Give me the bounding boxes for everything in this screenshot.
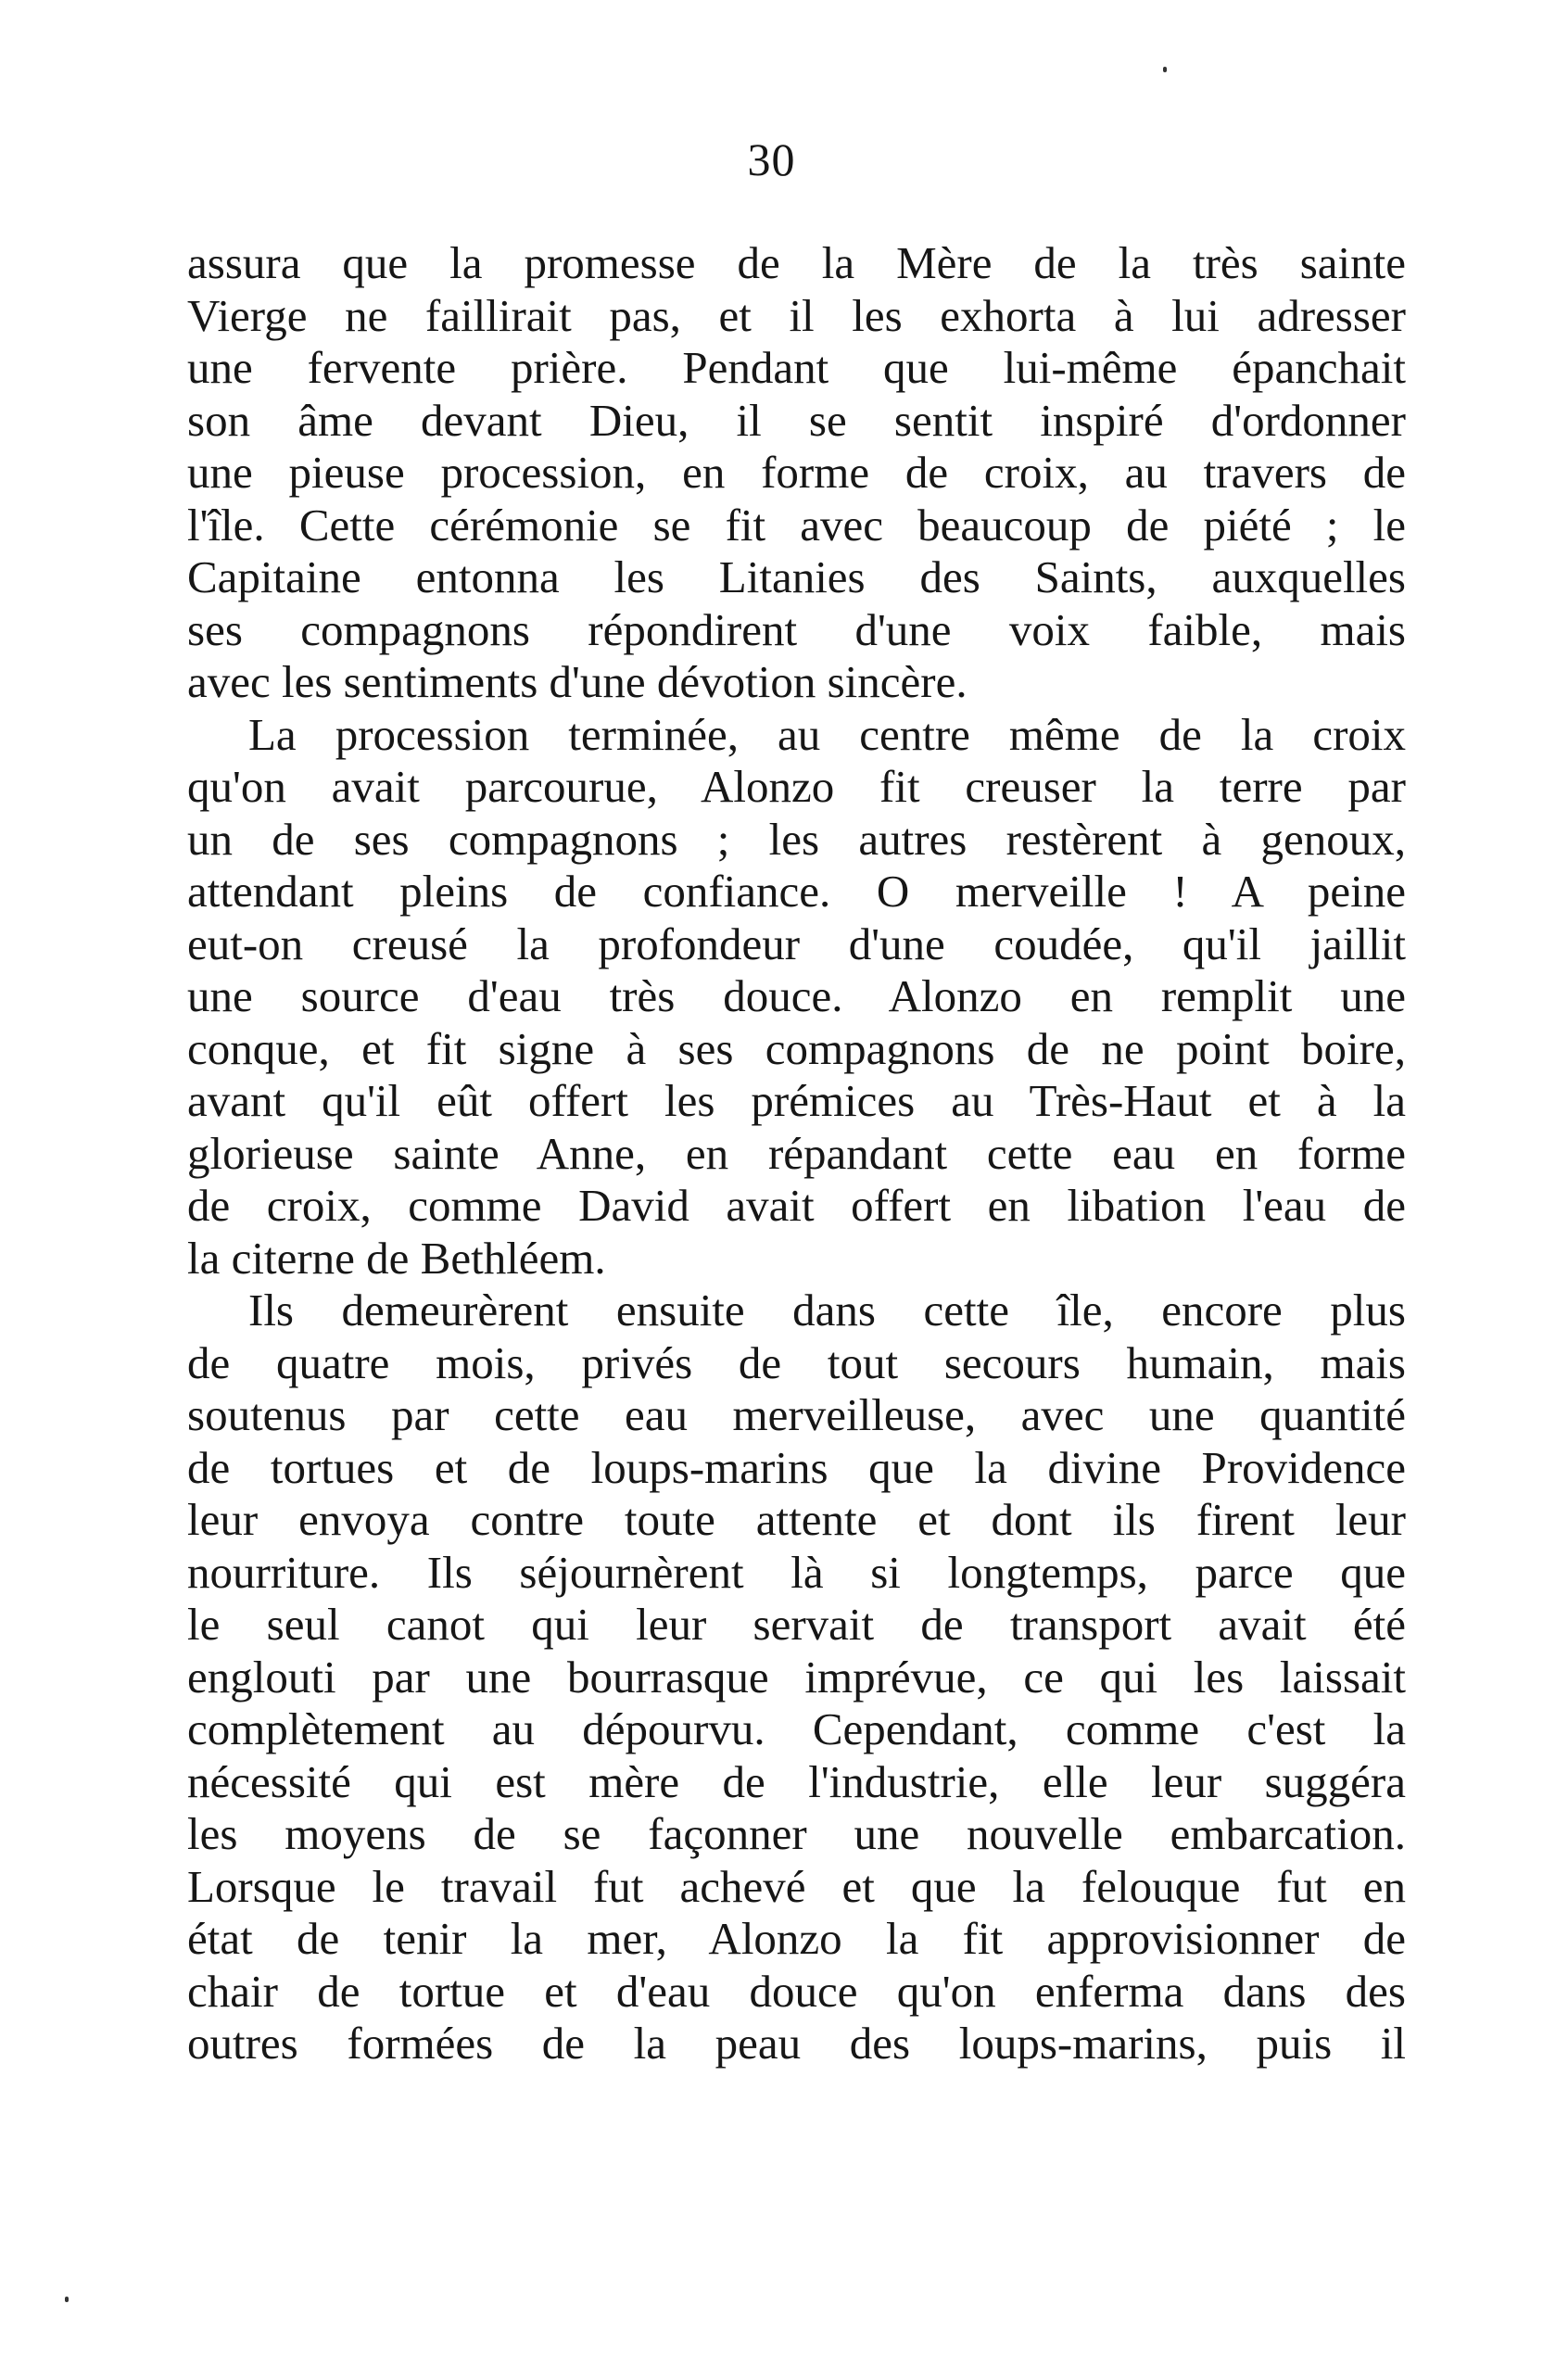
body-text — [187, 237, 1406, 2070]
text-line: Ils demeurèrent ensuite dans cette île, encore plus — [248, 1285, 1406, 1336]
text-line: le seul canot qui leur servait de transport avait été — [187, 1599, 1406, 1650]
paragraph — [187, 237, 1406, 709]
text-line: avant qu'il eût offert les prémices au Très-Haut et à la — [187, 1075, 1406, 1126]
text-line: une pieuse procession, en forme de croix, au travers de — [187, 447, 1406, 498]
text-line: leur envoya contre toute attente et dont ils firent leur — [187, 1494, 1406, 1545]
text-line: eut-on creusé la profondeur d'une coudée, qu'il jaillit — [187, 918, 1406, 969]
text-line: La procession terminée, au centre même de la croix — [248, 708, 1406, 760]
text-line: avec les sentiments d'une dévotion sincère. — [187, 656, 968, 707]
text-line: ses compagnons répondirent d'une voix faible, mais — [187, 603, 1406, 655]
text-line: une fervente prière. Pendant que lui-même épanchait — [187, 342, 1406, 393]
text-line: de quatre mois, privés de tout secours humain, mais — [187, 1336, 1406, 1388]
text-line: chair de tortue et d'eau douce qu'on enferma dans des — [187, 1965, 1406, 2017]
text-line: englouti par une bourrasque imprévue, ce qui les laissait — [187, 1651, 1406, 1703]
text-line: nécessité qui est mère de l'industrie, elle leur suggéra — [187, 1755, 1406, 1807]
paragraph — [187, 1285, 1406, 2070]
text-line: l'île. Cette cérémonie se fit avec beaucoup de piété ; le — [187, 499, 1406, 551]
text-line: de croix, comme David avait offert en libation l'eau de — [187, 1180, 1406, 1231]
text-line: de tortues et de loups-marins que la divine Providence — [187, 1441, 1406, 1493]
text-line: les moyens de se façonner une nouvelle embarcation. — [187, 1808, 1406, 1859]
text-line: complètement au dépourvu. Cependant, comme c'est la — [187, 1703, 1406, 1754]
text-line: son âme devant Dieu, il se sentit inspiré d'ordonner — [187, 394, 1406, 446]
page-number: 30 — [747, 133, 796, 185]
text-line: nourriture. Ils séjournèrent là si longtemps, parce que — [187, 1546, 1406, 1598]
text-line: outres formées de la peau des loups-marins, puis il — [187, 2018, 1406, 2069]
text-line: Capitaine entonna les Litanies des Saints, auxquelles — [187, 551, 1406, 602]
text-line: la citerne de Bethléem. — [187, 1232, 606, 1284]
text-line: un de ses compagnons ; les autres restèrent à genoux, — [187, 813, 1406, 865]
text-line: assura que la promesse de la Mère de la très sainte — [187, 237, 1406, 288]
text-line: état de tenir la mer, Alonzo la fit approvisionner de — [187, 1913, 1406, 1964]
text-line: une source d'eau très douce. Alonzo en remplit une — [187, 970, 1406, 1021]
text-line: conque, et fit signe à ses compagnons de ne point boire, — [187, 1022, 1406, 1074]
text-line: soutenus par cette eau merveilleuse, avec une quantité — [187, 1389, 1406, 1440]
text-line: Vierge ne faillirait pas, et il les exhorta à lui adresser — [187, 289, 1406, 341]
text-line: glorieuse sainte Anne, en répandant cette eau en forme — [187, 1127, 1406, 1179]
paragraph — [187, 709, 1406, 1285]
text-line: attendant pleins de confiance. O merveille ! A peine — [187, 866, 1406, 917]
text-line: Lorsque le travail fut achevé et que la felouque fut en — [187, 1860, 1406, 1912]
print-speck — [1163, 67, 1167, 72]
print-speck — [65, 2297, 69, 2302]
text-line: qu'on avait parcourue, Alonzo fit creuser la terre par — [187, 761, 1406, 812]
